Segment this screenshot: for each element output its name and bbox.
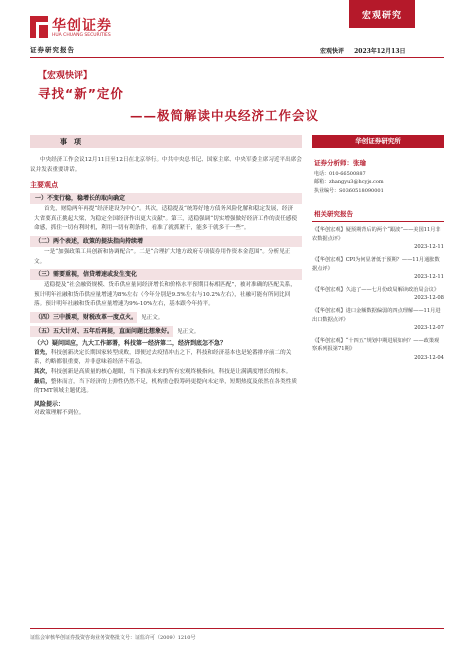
para-text: 科技创新是高质量的核心题眼，当下推演未来的所有宏观终极指向，科技是让满满度增长的根本。: [50, 368, 292, 375]
question-para: [34, 368, 298, 378]
sub-title: ——极简解读中央经济工作会议: [130, 108, 320, 123]
analyst-contact: [312, 170, 444, 195]
main-content: [30, 135, 302, 419]
title-tag: 【宏观快评】: [38, 71, 93, 81]
question-para: [34, 378, 298, 397]
related-report-date: 2023-12-11: [414, 244, 444, 251]
point-title: （五）五大计对、五年后再提，直面问题比想象好。: [30, 326, 173, 337]
contact-email[interactable]: 邮箱：zhangyu3@hcyjs.com: [314, 179, 384, 186]
related-report-date: 2023-12-08: [414, 295, 444, 302]
point-body: 首先，财隐两年再提“经济建设为中心”。其次，适稳提及“统筹好地方债务风险化解和稳定发展，经济大省要真正挑起大梁，为稳定全国经济作出更大贡献”。第三，适稳强调“切实增强做好经济工作的责任感使命感，抓住一切有利时机，利用一切有利条件，看准了就抓紧干，能多干就多干一些”。: [34, 206, 298, 232]
question-para: [34, 349, 298, 368]
point-body: 一是“加强政策工具创新和协调配合”。二是“合理扩大地方政府专项债券用作资本金范围”。分析见正文。: [34, 248, 291, 265]
logo-text-cn: 华创证券: [52, 18, 112, 34]
point-title: （二）两个表述，政策的提法指向持续增: [30, 236, 302, 247]
main-title: 寻找“新”定价: [38, 86, 124, 101]
logo-mark-icon: [30, 16, 48, 38]
footer-text: 证监会审核华创证券投资咨询业务资格批文号：证监许可（2009）1210号: [30, 635, 196, 641]
related-report-title[interactable]: 《【华创宏观】久违了——七月份政局解读政治局会议》: [312, 286, 440, 293]
events-heading: 事 项: [30, 135, 302, 148]
contact-license: 执业编号：S0360518090001: [314, 187, 384, 194]
related-report-item[interactable]: [312, 337, 444, 363]
point-body: 见正文。: [177, 328, 200, 335]
risk-heading: 风险提示：: [34, 400, 65, 408]
related-report-item[interactable]: [312, 307, 444, 333]
para-lead: 首先，: [34, 349, 51, 356]
related-report-item[interactable]: [312, 226, 444, 252]
company-logo: [30, 14, 120, 46]
related-report-date: 2023-12-11: [414, 274, 444, 281]
org-name: 华创证券研究所: [312, 135, 444, 148]
footer-divider: [30, 628, 444, 629]
para-text: 整体而言，当下经济的上弹性仍然不足，机构重仓股筹码更提向未定举，短期热度及依然在各类性质的TMT领域主题优选。: [34, 378, 297, 395]
events-intro: 中央经济工作会议12月11日至12日在北京举行。中共中央总书记、国家主席、中央军委主席习近平出席会议并发表重要讲话。: [30, 157, 302, 173]
point-body: 见正文。: [141, 314, 164, 321]
analyst-name: 证券分析师：张瑜: [314, 159, 366, 167]
question-title: （六）疑问回应，九大工作部署，科技第一经济第二，经济到底怎不急？: [34, 340, 227, 348]
header-divider: [30, 57, 444, 58]
point-body: 适稳提及“社会融资规模、货币供应量同经济增长和价格水平预期目标相匹配”，被对准确的匹配关系，预计明年社融和货币供应量增速为8%左右（今年分别是9.5%左右与10.2%左右），社融可能有所同比回落。预计明年社融和货币供应量增速为9%-10%左右，基本跟今年持平。: [34, 282, 296, 308]
sidebar: [312, 135, 444, 363]
point-item: [30, 310, 302, 324]
point-title: （四）三中援项，财税改革一度点火。: [30, 312, 137, 323]
related-report-title[interactable]: 《【华创宏观】疑预期背后的两个“跟波”——美国11月非农数据点评》: [312, 227, 441, 242]
related-report-date: 2023-12-07: [414, 325, 444, 332]
related-report-title[interactable]: 《【华创宏观】CPI为何显著低于预期？——11月通胀数据点评》: [312, 257, 440, 272]
related-report-title[interactable]: 《【华创宏观】“十四五”规划中期进展如何？——政策观察系列报第71期》: [312, 337, 440, 353]
report-type-label: 证券研究报告: [30, 46, 75, 54]
related-report-item[interactable]: [312, 286, 444, 303]
report-header: [0, 0, 474, 60]
point-title: （三）需要重视，信贷增速或发生变化: [30, 269, 302, 280]
para-lead: 最后，: [34, 378, 51, 385]
contact-phone: 电话：010-66500887: [314, 171, 366, 177]
risk-text: 对政策理解不到位。: [34, 410, 85, 417]
category-tag: 宏观研究: [349, 0, 415, 28]
para-text: 科技创新决定长期国家转型成败，即便过去疫情冲击之下，科技和经济基本也是轮番排序前二的关系，约略都很重要，并非意味着经济不着急。: [34, 349, 292, 366]
doc-meta: [320, 46, 406, 55]
related-report-item[interactable]: [312, 256, 444, 282]
para-lead: 其次，: [34, 368, 51, 375]
point-item: [30, 236, 302, 267]
related-report-title[interactable]: 《【华创宏观】进口金额数据偏弱的四点理解——11月进出口数据点评》: [312, 307, 441, 323]
related-report-date: 2023-12-04: [414, 354, 444, 361]
point-title: 一）不变行稳，稳增长的取向确定: [30, 193, 302, 204]
doc-date: 2023年12月13日: [354, 48, 406, 55]
doc-kind: 宏观快评: [320, 48, 345, 55]
point-item: [30, 324, 302, 338]
point-item: [30, 269, 302, 310]
point-item: [30, 193, 302, 234]
title-block: [0, 68, 474, 128]
main-points-heading: 主要观点: [30, 180, 58, 190]
logo-text-en: HUA CHUANG SECURITIES: [52, 33, 111, 38]
question-block: [30, 337, 302, 419]
related-reports-heading: 相关研究报告: [312, 209, 444, 222]
